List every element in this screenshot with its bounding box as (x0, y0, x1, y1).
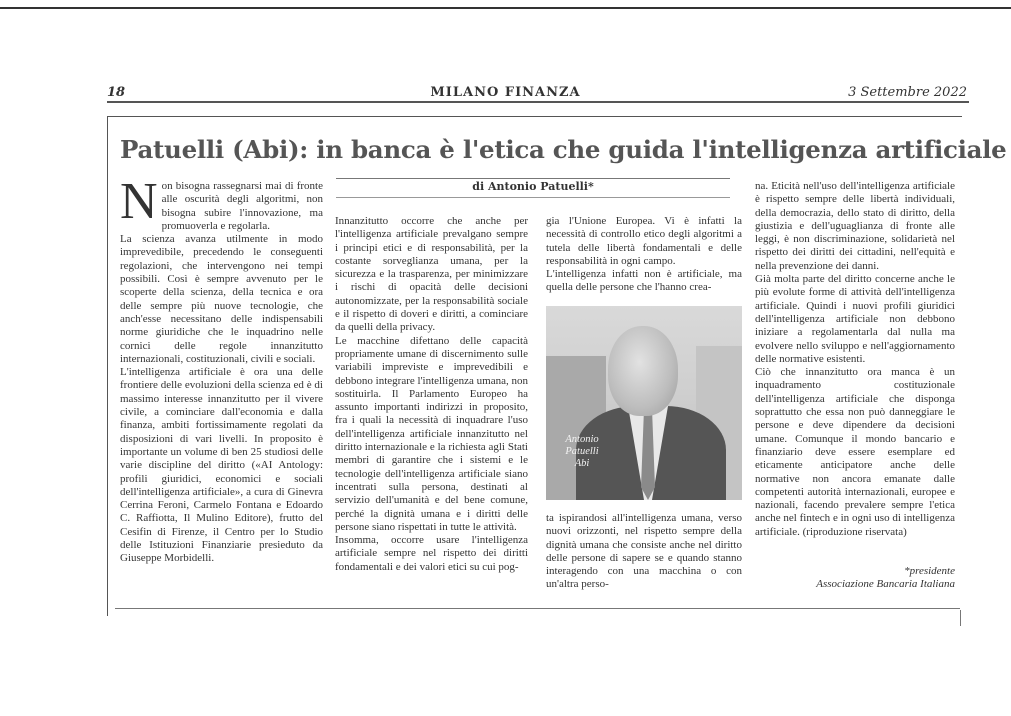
paragraph: Le macchine difettano delle capacità propriamente umane di discernimento sulle variabili impreviste e imprevedibili e debbono integrare l'intelligenza umana, non sostituirla. Il Parlamento Europeo ha assunto importanti indirizzi in proposito, fra i quali la necessità di inquadrare l'uso dell'intelligenza artificiale innanzitutto nel diritto internazionale e la richiesta agli Stati membri di garantire che i sistemi e le tecnologie dell'intelligenza artificiale siano incentrati sulla persona, destinati al servizio dell'umanità e del bene comune, perché la dignità umana e i diritti delle persone siano rispettati in tutte le attività. (335, 334, 528, 533)
paragraph: L'intelligenza infatti non è artificiale, ma quella delle persone che l'hanno crea- (546, 268, 742, 294)
paragraph: na. Eticità nell'uso dell'intelligenza artificiale è rispetto sempre delle libertà individuali, della democrazia, dello stato di diritto, della giustizia e dell'uguaglianza di fronte alle leggi, è non discriminazione, solidarietà nel rispetto dei diritti dei cittadini, nell'equità e nella prevenzione dei danni. (755, 180, 955, 272)
photo-figure-head (608, 326, 678, 416)
paragraph: Insomma, occorre usare l'intelligenza artificiale sempre nel rispetto dei diritti fondamentali e dei valori etici su cui pog- (335, 534, 528, 573)
issue-date: 3 Settembre 2022 (848, 85, 967, 100)
author-footnote: *presidente Associazione Bancaria Italiana (816, 565, 955, 590)
paragraph: La scienza avanza utilmente in modo imprevedibile, precedendo le conseguenti regolazioni, che intervengono nei tempi possibili. Così è sempre avvenuto per le scoperte della scienza, della tecnica e ora delle sempre più nuove tecnologie, che anch'esse necessitano delle indispensabili norme giuridiche che le inquadrino nelle cornici delle regole innanzitutto internazionali, costituzionali, civili e sociali. (120, 233, 323, 365)
byline-rule-top (336, 178, 730, 179)
portrait-photo (546, 306, 742, 500)
article-headline: Patuelli (Abi): in banca è l'etica che guida l'intelligenza artificiale (120, 135, 1007, 164)
paragraph: gia l'Unione Europea. Vi è infatti la necessità di controllo etico degli algoritmi a tutela delle libertà fondamentali e delle responsabilità in ogni campo. (546, 215, 742, 267)
article-frame-corner (960, 610, 961, 626)
paragraph: Già molta parte del diritto concerne anche le più evolute forme di attività dell'intelligenza artificiale. Quindi i nuovi profili giuridici dell'intelligenza artificiale non debbono iniziare a regolamentarla dal nulla ma evolvere nello sviluppo e nell'aggiornamento delle normative esistenti. (755, 273, 955, 365)
text-column-2 (335, 215, 528, 595)
text-column-3-top (546, 215, 742, 297)
page-number: 18 (107, 85, 126, 100)
article-frame-top (107, 116, 962, 117)
paragraph: Ciò che innanzitutto ora manca è un inquadramento costituzionale dell'intelligenza artificiale che disponga soprattutto che essa non può danneggiare le persone e deve dipendere da decisioni umane. Comunque il mondo bancario e finanziario deve essere esemplare ed eticamente anticipatore anche delle normative non ancora emanate dalle competenti autorità internazionali, europee e nazionali, facendo prevalere sempre l'etica anche nel fintech e in ogni uso di intelligenza artificiale. (riproduzione riservata) (755, 366, 955, 538)
article-frame-bottom (115, 608, 960, 609)
paragraph: L'intelligenza artificiale è ora una delle frontiere delle evoluzioni della scienza ed è di massimo interesse innanzitutto per il vivere civile, a cominciare dall'economia e dalla finanza, ambiti fortissimamente regolati da disposizioni di vari livelli. In proposito è importante un volume di ben 25 studiosi delle varie discipline del diritto («AI Antology: profili giuridici, economici e sociali dell'intelligenza artificiale», a cura di Ginevra Cerrina Feroni, Carmelo Fontana e Edoardo C. Raffiotta, Il Mulino Editore), frutto del Cesifin di Firenze, il Centro per lo Studio delle Istituzioni Finanziarie presieduto da Giuseppe Morbidelli. (120, 366, 323, 565)
paragraph: Non bisogna rassegnarsi mai di fronte alle oscurità degli algoritmi, non bisogna subire l'innovazione, ma promuoverla e regolarla. (120, 180, 323, 232)
drop-cap: N (120, 180, 158, 230)
paragraph: ta ispirandosi all'intelligenza umana, verso nuovi orizzonti, nel rispetto sempre della dignità umana che consiste anche nel diritto delle persone di sapere se e quando stanno interagendo con una macchina o con un'altra perso- (546, 512, 742, 591)
article-byline: di Antonio Patuelli* (472, 180, 594, 193)
byline-rule-bottom (336, 197, 730, 198)
header-rule (107, 101, 969, 103)
paragraph: Innanzitutto occorre che anche per l'intelligenza artificiale prevalgano sempre i principi etici e di responsabilità, per la costante sorveglianza umana, per la sicurezza e la trasparenza, per minimizzare i rischi di opacità delle decisioni autonomizzate, per la responsabilità sociale e il rispetto di doveri e diritti, a cominciare da quelli della privacy. (335, 215, 528, 334)
article-frame-left (107, 116, 108, 616)
text-column-3-bottom (546, 512, 742, 595)
top-rule (0, 7, 1011, 9)
text-column-1 (120, 180, 323, 595)
photo-caption: Antonio Patuelli Abi (565, 434, 599, 469)
text-column-4 (755, 180, 955, 600)
newspaper-name: MILANO FINANZA (430, 85, 581, 100)
